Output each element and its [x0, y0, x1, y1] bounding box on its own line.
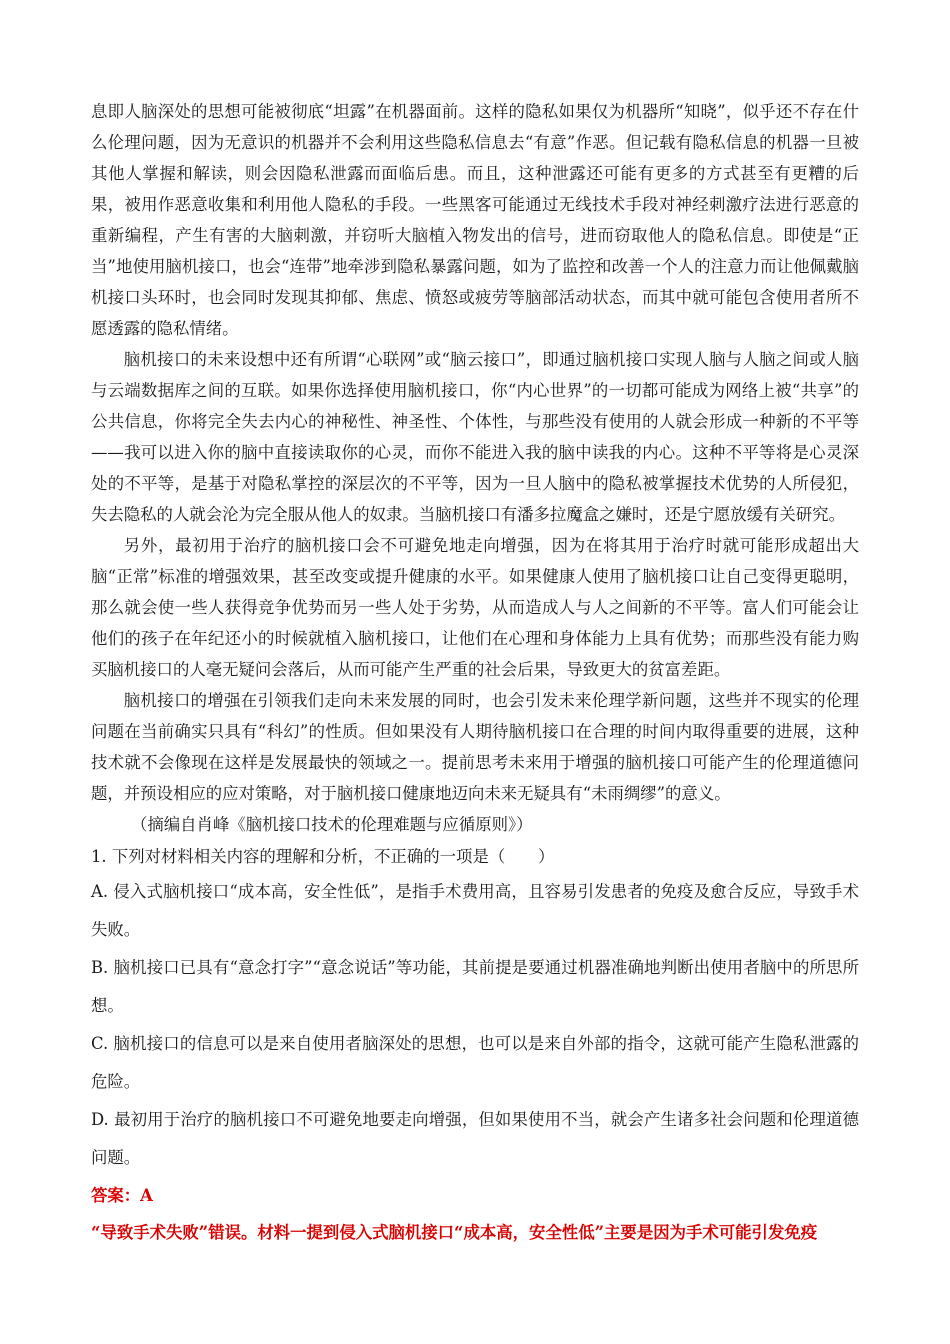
article-paragraph-2: 脑机接口的未来设想中还有所谓“心联网”或“脑云接口”，即通过脑机接口实现人脑与人脑之间或人脑与云端数据库之间的互联。如果你选择使用脑机接口，你“内心世界”的一切都可能成为网络上被“共享”的公共信息，你将完全失去内心的神秘性、神圣性、个体性，与那些没有使用的人就会形成一种新的不平等——我可以进入你的脑中直接读取你的心灵，而你不能进入我的脑中读我的内心。这种不平等将是心灵深处的不平等，是基于对隐私掌控的深层次的不平等，因为一旦人脑中的隐私被掌握技术优势的人所侵犯，失去隐私的人就会沦为完全服从他人的奴隶。当脑机接口有潘多拉魔盒之嫌时，还是宁愿放缓有关研究。	[91, 350, 859, 524]
answer-label: 答案：A	[91, 1186, 153, 1205]
article-source: （摘编自肖峰《脑机接口技术的伦理难题与应循原则》）	[131, 815, 533, 834]
question-stem: 1. 下列对材料相关内容的理解和分析，不正确的一项是（ ）	[91, 847, 555, 866]
option-c: C. 脑机接口的信息可以是来自使用者脑深处的思想，也可以是来自外部的指令，这就可能产生隐私泄露的危险。	[91, 1034, 859, 1091]
article-paragraph-3: 另外，最初用于治疗的脑机接口会不可避免地走向增强，因为在将其用于治疗时就可能形成超出大脑“正常”标准的增强效果，甚至改变或提升健康的水平。如果健康人使用了脑机接口让自己变得更聪明，那么就会使一些人获得竞争优势而另一些人处于劣势，从而造成人与人之间新的不平等。富人们可能会让他们的孩子在年纪还小的时候就植入脑机接口，让他们在心理和身体能力上具有优势；而那些没有能力购买脑机接口的人毫无疑问会落后，从而可能产生严重的社会后果，导致更大的贫富差距。	[91, 536, 859, 679]
document-page	[91, 96, 859, 1251]
option-d: D. 最初用于治疗的脑机接口不可避免地要走向增强，但如果使用不当，就会产生诸多社会问题和伦理道德问题。	[91, 1110, 859, 1167]
option-b: B. 脑机接口已具有“意念打字”“意念说话”等功能，其前提是要通过机器准确地判断出使用者脑中的所思所想。	[91, 958, 859, 1015]
option-a: A. 侵入式脑机接口“成本高，安全性低”，是指手术费用高，且容易引发患者的免疫及愈合反应，导致手术失败。	[91, 882, 859, 939]
article-paragraph-4: 脑机接口的增强在引领我们走向未来发展的同时，也会引发未来伦理学新问题，这些并不现实的伦理问题在当前确实只具有“科幻”的性质。但如果没有人期待脑机接口在合理的时间内取得重要的进展，这种技术就不会像现在这样是发展最快的领域之一。提前思考未来用于增强的脑机接口可能产生的伦理道德问题，并预设相应的应对策略，对于脑机接口健康地迈向未来无疑具有“未雨绸缪”的意义。	[91, 691, 859, 803]
article-paragraph-1: 息即人脑深处的思想可能被彻底“坦露”在机器面前。这样的隐私如果仅为机器所“知晓”，似乎还不存在什么伦理问题，因为无意识的机器并不会利用这些隐私信息去“有意”作恶。但记载有隐私信息的机器一旦被其他人掌握和解读，则会因隐私泄露而面临后患。而且，这种泄露还可能有更多的方式甚至有更糟的后果，被用作恶意收集和利用他人隐私的手段。一些黑客可能通过无线技术手段对神经刺激疗法进行恶意的重新编程，产生有害的大脑刺激，并窃听大脑植入物发出的信号，进而窃取他人的隐私信息。即使是“正当”地使用脑机接口，也会“连带”地牵涉到隐私暴露问题，如为了监控和改善一个人的注意力而让他佩戴脑机接口头环时，也会同时发现其抑郁、焦虑、愤怒或疲劳等脑部活动状态，而其中就可能包含使用者所不愿透露的隐私情绪。	[91, 102, 859, 338]
answer-explanation: “导致手术失败”错误。材料一提到侵入式脑机接口“成本高，安全性低”主要是因为手术可能引发免疫	[91, 1223, 818, 1242]
